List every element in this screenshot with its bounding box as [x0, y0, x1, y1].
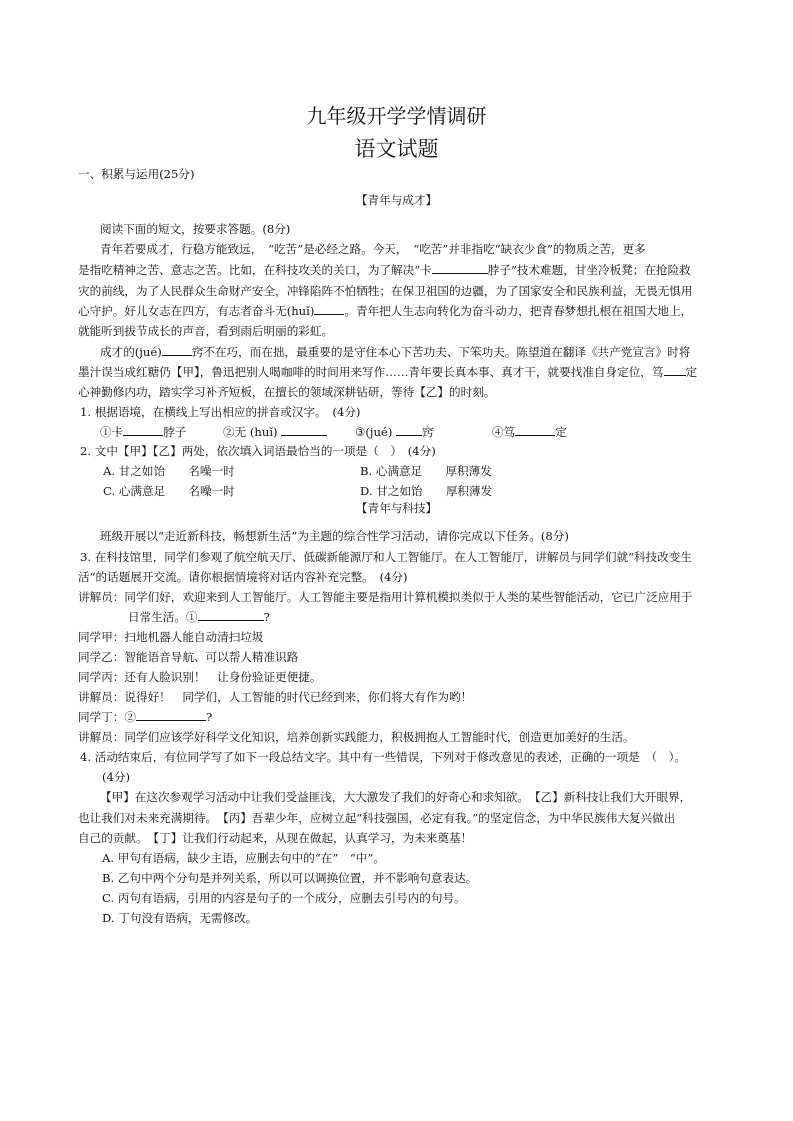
exam-title: 九年级开学学情调研 — [306, 104, 487, 128]
exam-subtitle: 语文试题 — [354, 137, 439, 161]
section-heading: 一、积累与运用(25分) — [78, 167, 195, 181]
q1-answers: ③(jué) 窍 — [355, 425, 434, 439]
question-3-cont: 活”的话题展开交流。请你根据情境将对话内容补充完整。 (4分) — [78, 570, 408, 584]
answer-blank[interactable] — [198, 609, 264, 621]
passage-text: 窍不在巧，而在拙，最重要的是守住本心下苦功夫、下笨功夫。陈望道在翻译《共产党宣言》时将 — [191, 345, 691, 359]
dialogue-line: 同学丁：② ? — [78, 710, 213, 724]
passage-line: 青年若要成才，行稳方能致远， “吃苦”是必经之路。今天， “吃苦”并非指吃“缺衣少食”的物质之苦，更多 — [100, 242, 646, 256]
passage-line — [78, 364, 697, 380]
question-2: 2. 文中【甲】【乙】两处，依次填入词语最恰当的一项是（ ） (4分) — [80, 444, 436, 458]
option-d[interactable]: D. 甘之如饴 厚积薄发 — [360, 484, 493, 498]
answer-blank[interactable] — [664, 364, 686, 376]
dialogue-line: 日常生活。① ? — [128, 610, 270, 624]
passage-line: 灾的前线，为了人民群众生命财产安全，冲锋陷阵不怕牺牲；在保卫祖国的边疆，为了国家安全和民族利益，无畏无惧用 — [78, 284, 693, 298]
option-c[interactable]: C. 丙句有语病，引用的内容是句子的一个成分，应删去引号内的句号。 — [102, 891, 466, 905]
option-a[interactable]: A. 甘之如饴 名噪一时 — [103, 464, 235, 478]
question-1: 1. 根据语境，在横线上写出相应的拼音或汉字。 (4分) — [80, 405, 361, 419]
question-3: 3. 在科技馆里，同学们参观了航空航天厅、低碳新能源厅和人工智能厅。在人工智能厅，讲解员与同学们就“科技改变生 — [80, 550, 692, 564]
summary-line: 也让我们对未来充满期待。 【丙】吾辈少年，应树立起“科技强国，必定有我。”的坚定信念，为中华民族伟大复兴做出 — [78, 811, 676, 825]
dialogue-line: 同学乙：智能语音导航、可以帮人精准识路 — [78, 650, 299, 664]
dialogue-line: 讲解员：说得好！ 同学们，人工智能的时代已经到来，你们将大有作为哟！ — [78, 690, 473, 704]
answer-blank[interactable] — [123, 424, 163, 436]
q1-answers: ④笃 定 — [492, 425, 567, 439]
answer-blank[interactable] — [136, 709, 206, 721]
passage-text: 定 — [685, 365, 698, 379]
dialogue-line: 同学甲：扫地机器人能自动清扫垃圾 — [78, 630, 264, 644]
passage-text: 脖子”技术难题，甘坐冷板凳；在抢险救 — [487, 263, 691, 277]
part-intro: 阅读下面的短文，按要求答题。(8分) — [100, 222, 291, 236]
dialogue-line: 同学丙：还有人脸识别！ 让身份验证更便捷。 — [78, 670, 322, 684]
option-d[interactable]: D. 丁句没有语病，无需修改。 — [102, 911, 258, 925]
passage-line — [78, 262, 691, 278]
part-title-youth-tech: 【青年与科技】 — [355, 501, 438, 515]
answer-blank[interactable] — [281, 424, 327, 436]
part-intro: 班级开展以“走近新科技，畅想新生活”为主题的综合性学习活动，请你完成以下任务。(8分) — [100, 529, 569, 543]
passage-text: 。青年把人生志向转化为奋斗动力，把青春梦想扎根在祖国大地上， — [344, 304, 693, 318]
answer-blank[interactable] — [515, 424, 555, 436]
dialogue-line: 讲解员：同学们应该学好科学文化知识，培养创新实践能力，积极拥抱人工智能时代，创造更加美好的生活。 — [78, 730, 635, 744]
passage-text: 成才的(jué) — [100, 345, 162, 359]
q1-answers: ②无 (huǐ) — [223, 424, 327, 440]
passage-line — [78, 303, 692, 319]
question-4-points: (4分) — [102, 770, 131, 784]
answer-blank[interactable] — [432, 262, 488, 274]
question-4: 4. 活动结束后，有位同学写了如下一段总结文字。其中有一些错误，下列对于修改意见的表述，正确的一项是 （ ）。 — [80, 750, 687, 764]
option-b[interactable]: B. 乙句中两个分句是并列关系，所以可以调换位置，并不影响句意表达。 — [102, 871, 478, 885]
part-title-youth-talent: 【青年与成才】 — [355, 193, 438, 207]
summary-line: 自己的贡献。 【丁】让我们行动起来，从现在做起，认真学习，为未来奠基！ — [78, 831, 473, 845]
answer-blank[interactable] — [162, 344, 192, 356]
summary-line: 【甲】在这次参观学习活动中让我们受益匪浅，大大激发了我们的好奇心和求知欲。 【乙】新科技让我们大开眼界， — [100, 790, 692, 804]
passage-text: 是指吃精神之苦、意志之苦。比如，在科技攻关的关口，为了解决“卡 — [78, 263, 432, 277]
q1-answers: ①卡 脖子 — [100, 425, 187, 439]
dialogue-line: 讲解员：同学们好，欢迎来到人工智能厅。人工智能主要是指用计算机模拟类似于人类的某些智能活动，它已广泛应用于 — [78, 590, 693, 604]
answer-blank[interactable] — [396, 424, 422, 436]
passage-line: 心神勤修内功，踏实学习补齐短板，在擅长的领域深耕钻研，等待【乙】的时刻。 — [78, 385, 496, 399]
answer-blank[interactable] — [314, 303, 344, 315]
passage-text: 墨汁误当成红糖仍【甲】，鲁迅把别人喝咖啡的时间用来写作……青年要长真本事、真才干，就要找准自身定位，笃 — [78, 365, 664, 379]
option-a[interactable]: A. 甲句有语病，缺少主语，应删去句中的“在” “中”。 — [102, 851, 385, 865]
option-b[interactable]: B. 心满意足 厚积薄发 — [360, 464, 492, 478]
option-c[interactable]: C. 心满意足 名噪一时 — [103, 484, 235, 498]
passage-line: 就能听到拔节成长的声音，看到雨后明丽的彩虹。 — [78, 324, 334, 338]
passage-text: 心守护。好儿女志在四方，有志者奋斗无(huǐ) — [78, 304, 315, 318]
passage-line — [100, 344, 690, 360]
